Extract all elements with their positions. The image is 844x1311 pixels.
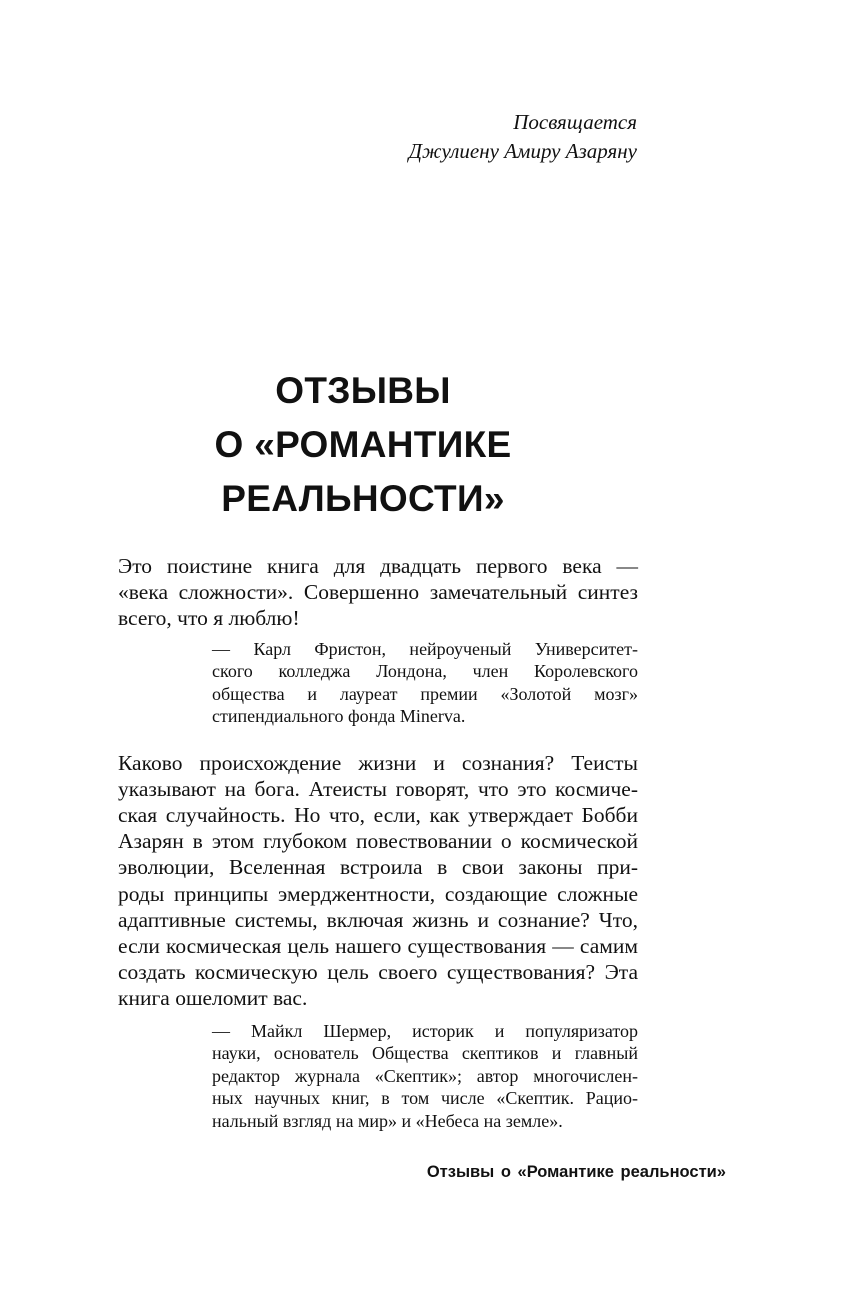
section-heading	[0, 364, 726, 526]
review-attribution-2	[212, 1020, 638, 1133]
attribution-line: ского колледжа Лондона, член Королевского	[212, 661, 638, 682]
review-attribution-1	[212, 638, 638, 728]
attribution-line: — Карл Фристон, нейроученый Университет-	[212, 638, 638, 659]
attribution-line: стипендиального фонда Minerva.	[212, 706, 466, 727]
dedication-line-1: Посвящается	[513, 110, 637, 134]
quote-line: создать космическую цель своего существования? Эта	[118, 960, 638, 985]
heading-line-2: О «РОМАНТИКЕ	[214, 424, 512, 465]
attribution-line: нальный взгляд на мир» и «Небеса на земле».	[212, 1110, 563, 1131]
running-footer: Отзывы о «Романтике реальности»	[426, 1163, 726, 1181]
dedication-line-2: Джулиену Амиру Азаряну	[408, 139, 637, 163]
dedication	[409, 108, 637, 166]
review-quote-1	[118, 553, 638, 632]
quote-line: «века сложности». Совершенно замечательный синтез	[118, 580, 638, 605]
quote-line: книга ошеломит вас.	[118, 986, 308, 1011]
quote-line: эволюции, Вселенная встроила в свои законы при-	[118, 855, 638, 880]
quote-line: Азарян в этом глубоком повествовании о космической	[118, 829, 638, 854]
reviews-body	[118, 553, 638, 1132]
attribution-line: науки, основатель Общества скептиков и главный	[212, 1043, 638, 1064]
attribution-line: — Майкл Шермер, историк и популяризатор	[212, 1020, 638, 1041]
quote-line: адаптивные системы, включая жизнь и сознание? Что,	[118, 907, 638, 932]
heading-line-3: РЕАЛЬНОСТИ»	[221, 478, 505, 519]
attribution-line: ных научных книг, в том числе «Скептик. Рацио-	[212, 1088, 638, 1109]
review-quote-2	[118, 750, 638, 1012]
quote-line: Это поистине книга для двадцать первого века —	[118, 554, 638, 578]
quote-line: роды принципы эмерджентности, создающие сложные	[118, 881, 638, 906]
quote-line: всего, что я люблю!	[118, 606, 300, 631]
attribution-line: редактор журнала «Скептик»; автор многочислен-	[212, 1065, 638, 1086]
quote-line: Каково происхождение жизни и сознания? Теисты	[118, 750, 638, 775]
attribution-line: общества и лауреат премии «Золотой мозг»	[212, 683, 638, 704]
quote-line: если космическая цель нашего существования — самим	[118, 934, 638, 959]
heading-line-1: ОТЗЫВЫ	[275, 370, 451, 411]
quote-line: ская случайность. Но что, если, как утверждает Бобби	[118, 803, 638, 828]
quote-line: указывают на бога. Атеисты говорят, что это космиче-	[118, 776, 638, 801]
